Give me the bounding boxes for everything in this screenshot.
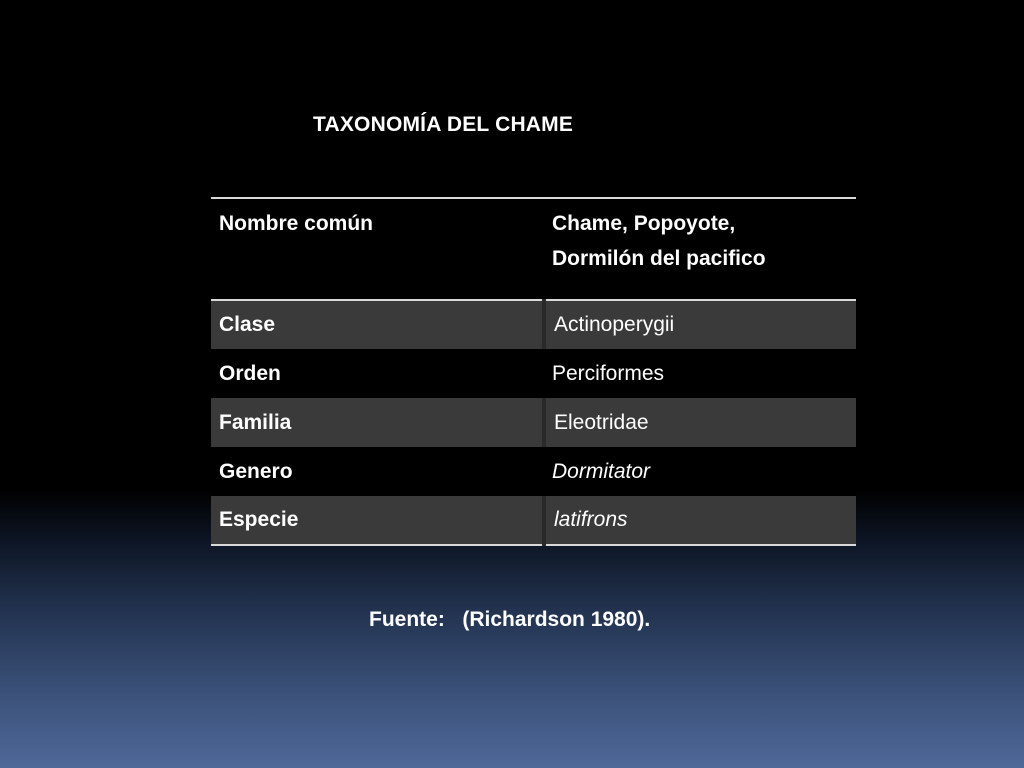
row-label: Especie <box>211 496 544 545</box>
source-label: Fuente: <box>369 608 445 631</box>
row-label: Genero <box>219 459 293 483</box>
row-value: Dormitator <box>552 459 651 483</box>
table-row <box>211 447 856 496</box>
row-label: Familia <box>211 398 544 447</box>
header-label-cell: Nombre común <box>219 212 374 235</box>
table-row <box>211 398 856 447</box>
taxonomy-table <box>211 197 856 546</box>
source-line <box>369 608 650 632</box>
slide-title: TAXONOMÍA DEL CHAME <box>313 113 574 136</box>
row-value: Actinoperygii <box>554 313 675 336</box>
table-row <box>211 496 856 545</box>
row-value: Perciformes <box>552 361 665 385</box>
row-label: Clase <box>211 300 544 349</box>
table-row <box>211 349 856 398</box>
header-value-cell: Chame, Popoyote, Dormilón del pacifico <box>552 212 766 270</box>
table-row <box>211 300 856 349</box>
row-value: latifrons <box>554 508 628 531</box>
table-header-row <box>211 198 856 300</box>
source-citation: (Richardson 1980). <box>462 608 651 631</box>
row-label: Orden <box>219 361 281 385</box>
row-value: Eleotridae <box>554 410 649 434</box>
